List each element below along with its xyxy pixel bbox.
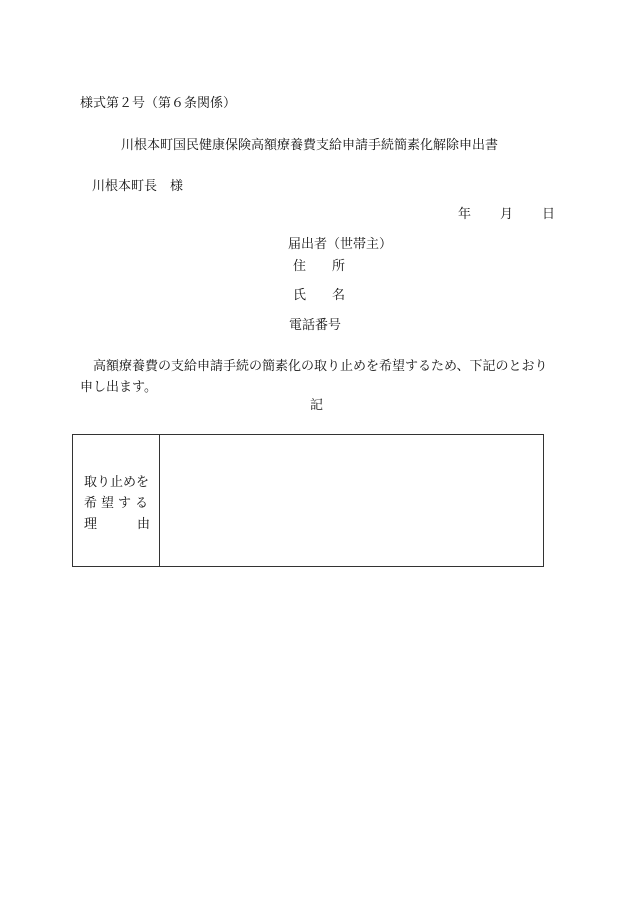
address-label-char-2: 所 (332, 259, 346, 274)
document-title: 川根本町国民健康保険高額療養費支給申請手続簡素化解除申出書 (121, 138, 499, 153)
reason-input-cell[interactable] (160, 435, 543, 566)
reason-table (72, 434, 544, 567)
reason-label-char-ri: 理 (84, 517, 98, 532)
name-label-char-1: 氏 (293, 288, 307, 303)
addressee: 川根本町長 様 (92, 179, 184, 194)
applicant-phone-label: 電話番号 (289, 318, 342, 333)
reason-label-line-3 (84, 517, 150, 533)
reason-label-cell (73, 435, 160, 566)
date-day-label: 日 (542, 207, 556, 222)
applicant-address-label (293, 259, 345, 275)
date-row (458, 207, 555, 223)
date-month-label: 月 (500, 207, 514, 222)
address-label-char-1: 住 (293, 259, 307, 274)
applicant-heading: 届出者（世帯主） (288, 237, 393, 252)
applicant-name-label (293, 288, 345, 304)
reason-label-char-yu: 由 (136, 517, 150, 532)
reason-label-line-2: 希望する (84, 496, 153, 511)
reason-label-line-1: 取り止めを (84, 475, 150, 490)
name-label-char-2: 名 (332, 288, 346, 303)
request-statement: 高額療養費の支給申請手続の簡素化の取り止めを希望するため、下記のとおり申し出ます。 (80, 359, 548, 395)
ki-heading: 記 (310, 398, 324, 413)
date-year-label: 年 (458, 207, 472, 222)
form-number: 様式第２号（第６条関係） (80, 96, 237, 111)
